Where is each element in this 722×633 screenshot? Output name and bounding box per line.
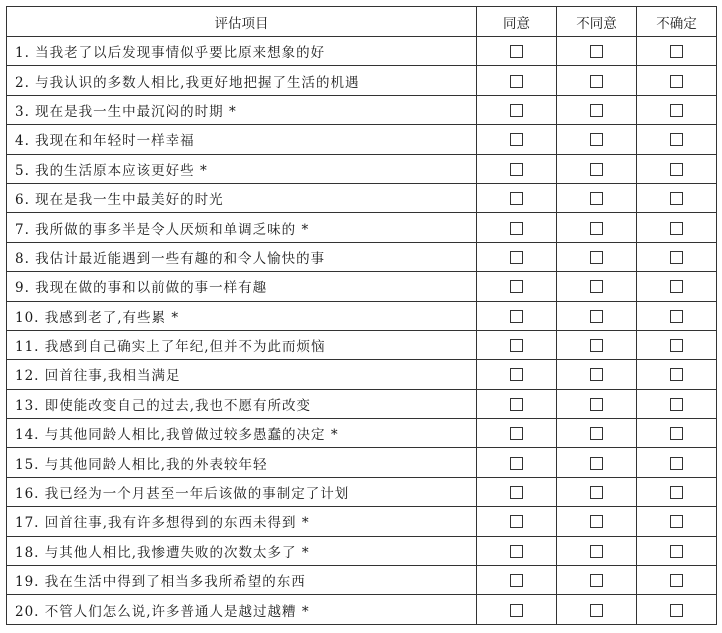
cell-unsure [637,536,717,565]
cell-unsure [637,330,717,359]
cell-agree [477,95,557,124]
checkbox-unsure[interactable] [670,251,683,264]
cell-agree [477,242,557,271]
checkbox-unsure[interactable] [670,133,683,146]
cell-agree [477,330,557,359]
item-text: 4. 我现在和年轻时一样幸福 [7,125,477,154]
checkbox-disagree[interactable] [590,486,603,499]
checkbox-disagree[interactable] [590,545,603,558]
header-agree: 同意 [477,7,557,37]
checkbox-disagree[interactable] [590,163,603,176]
item-text: 18. 与其他人相比,我惨遭失败的次数太多了 * [7,536,477,565]
table-row [7,183,717,212]
cell-disagree [557,66,637,95]
checkbox-unsure[interactable] [670,574,683,587]
checkbox-agree[interactable] [510,515,523,528]
table-row [7,595,717,624]
checkbox-unsure[interactable] [670,163,683,176]
cell-unsure [637,595,717,624]
checkbox-agree[interactable] [510,251,523,264]
item-text: 11. 我感到自己确实上了年纪,但并不为此而烦恼 [7,330,477,359]
checkbox-agree[interactable] [510,604,523,617]
cell-unsure [637,183,717,212]
checkbox-disagree[interactable] [590,45,603,58]
cell-unsure [637,301,717,330]
cell-disagree [557,272,637,301]
checkbox-disagree[interactable] [590,222,603,235]
table-row [7,330,717,359]
checkbox-disagree[interactable] [590,457,603,470]
checkbox-agree[interactable] [510,368,523,381]
item-text: 3. 现在是我一生中最沉闷的时期 * [7,95,477,124]
checkbox-disagree[interactable] [590,280,603,293]
item-text: 12. 回首往事,我相当满足 [7,360,477,389]
checkbox-disagree[interactable] [590,192,603,205]
cell-agree [477,477,557,506]
checkbox-agree[interactable] [510,280,523,293]
checkbox-disagree[interactable] [590,339,603,352]
checkbox-agree[interactable] [510,75,523,88]
cell-agree [477,536,557,565]
checkbox-disagree[interactable] [590,133,603,146]
cell-unsure [637,477,717,506]
checkbox-agree[interactable] [510,427,523,440]
cell-disagree [557,448,637,477]
cell-unsure [637,419,717,448]
checkbox-unsure[interactable] [670,192,683,205]
item-text: 10. 我感到老了,有些累 * [7,301,477,330]
item-text: 5. 我的生活原本应该更好些 * [7,154,477,183]
checkbox-unsure[interactable] [670,604,683,617]
cell-agree [477,595,557,624]
cell-disagree [557,566,637,595]
cell-agree [477,213,557,242]
checkbox-unsure[interactable] [670,368,683,381]
table-row [7,37,717,66]
cell-agree [477,448,557,477]
table-row [7,95,717,124]
cell-unsure [637,360,717,389]
cell-unsure [637,242,717,271]
checkbox-disagree[interactable] [590,515,603,528]
cell-unsure [637,448,717,477]
checkbox-unsure[interactable] [670,222,683,235]
cell-agree [477,566,557,595]
cell-disagree [557,330,637,359]
checkbox-agree[interactable] [510,104,523,117]
table-row [7,242,717,271]
cell-disagree [557,477,637,506]
cell-disagree [557,389,637,418]
checkbox-disagree[interactable] [590,75,603,88]
table-row [7,566,717,595]
cell-agree [477,37,557,66]
cell-unsure [637,154,717,183]
checkbox-agree[interactable] [510,545,523,558]
checkbox-unsure[interactable] [670,486,683,499]
checkbox-agree[interactable] [510,222,523,235]
checkbox-disagree[interactable] [590,574,603,587]
checkbox-disagree[interactable] [590,427,603,440]
checkbox-unsure[interactable] [670,427,683,440]
cell-unsure [637,37,717,66]
assessment-table [6,6,717,625]
checkbox-agree[interactable] [510,163,523,176]
checkbox-unsure[interactable] [670,45,683,58]
checkbox-disagree[interactable] [590,368,603,381]
cell-disagree [557,507,637,536]
checkbox-unsure[interactable] [670,75,683,88]
checkbox-agree[interactable] [510,45,523,58]
checkbox-agree[interactable] [510,133,523,146]
item-text: 15. 与其他同龄人相比,我的外表较年轻 [7,448,477,477]
item-text: 19. 我在生活中得到了相当多我所希望的东西 [7,566,477,595]
header-disagree: 不同意 [557,7,637,37]
checkbox-agree[interactable] [510,398,523,411]
checkbox-agree[interactable] [510,486,523,499]
item-text: 2. 与我认识的多数人相比,我更好地把握了生活的机遇 [7,66,477,95]
cell-unsure [637,566,717,595]
item-text: 20. 不管人们怎么说,许多普通人是越过越糟 * [7,595,477,624]
cell-agree [477,125,557,154]
cell-agree [477,419,557,448]
table-row [7,272,717,301]
checkbox-agree[interactable] [510,192,523,205]
checkbox-agree[interactable] [510,310,523,323]
cell-agree [477,154,557,183]
cell-disagree [557,154,637,183]
header-row [7,7,717,37]
checkbox-unsure[interactable] [670,398,683,411]
item-text: 13. 即使能改变自己的过去,我也不愿有所改变 [7,389,477,418]
cell-agree [477,360,557,389]
table-row [7,389,717,418]
table-row [7,448,717,477]
table-row [7,477,717,506]
cell-agree [477,389,557,418]
header-unsure: 不确定 [637,7,717,37]
checkbox-disagree[interactable] [590,604,603,617]
checkbox-agree[interactable] [510,574,523,587]
table-row [7,536,717,565]
cell-unsure [637,95,717,124]
item-text: 7. 我所做的事多半是令人厌烦和单调乏味的 * [7,213,477,242]
cell-disagree [557,183,637,212]
table-row [7,360,717,389]
checkbox-unsure[interactable] [670,457,683,470]
item-text: 17. 回首往事,我有许多想得到的东西未得到 * [7,507,477,536]
cell-disagree [557,125,637,154]
checkbox-disagree[interactable] [590,310,603,323]
item-text: 9. 我现在做的事和以前做的事一样有趣 [7,272,477,301]
cell-agree [477,272,557,301]
checkbox-unsure[interactable] [670,280,683,293]
cell-unsure [637,507,717,536]
table-row [7,419,717,448]
cell-agree [477,66,557,95]
cell-unsure [637,125,717,154]
checkbox-disagree[interactable] [590,104,603,117]
cell-disagree [557,536,637,565]
table-body [7,37,717,625]
checkbox-agree[interactable] [510,339,523,352]
table-row [7,66,717,95]
item-text: 1. 当我老了以后发现事情似乎要比原来想象的好 [7,37,477,66]
table-header [7,7,717,37]
checkbox-disagree[interactable] [590,251,603,264]
checkbox-unsure[interactable] [670,545,683,558]
checkbox-unsure[interactable] [670,310,683,323]
cell-disagree [557,595,637,624]
checkbox-unsure[interactable] [670,339,683,352]
cell-disagree [557,360,637,389]
cell-agree [477,301,557,330]
table-row [7,213,717,242]
cell-disagree [557,95,637,124]
cell-disagree [557,37,637,66]
checkbox-unsure[interactable] [670,515,683,528]
cell-agree [477,507,557,536]
cell-disagree [557,213,637,242]
cell-disagree [557,419,637,448]
checkbox-agree[interactable] [510,457,523,470]
table-row [7,301,717,330]
cell-unsure [637,272,717,301]
header-item: 评估项目 [7,7,477,37]
cell-unsure [637,66,717,95]
item-text: 6. 现在是我一生中最美好的时光 [7,183,477,212]
item-text: 8. 我估计最近能遇到一些有趣的和令人愉快的事 [7,242,477,271]
checkbox-unsure[interactable] [670,104,683,117]
table-row [7,125,717,154]
cell-agree [477,183,557,212]
item-text: 16. 我已经为一个月甚至一年后该做的事制定了计划 [7,477,477,506]
item-text: 14. 与其他同龄人相比,我曾做过较多愚蠢的决定 * [7,419,477,448]
cell-unsure [637,213,717,242]
table-row [7,154,717,183]
cell-disagree [557,242,637,271]
table-row [7,507,717,536]
cell-disagree [557,301,637,330]
cell-unsure [637,389,717,418]
checkbox-disagree[interactable] [590,398,603,411]
